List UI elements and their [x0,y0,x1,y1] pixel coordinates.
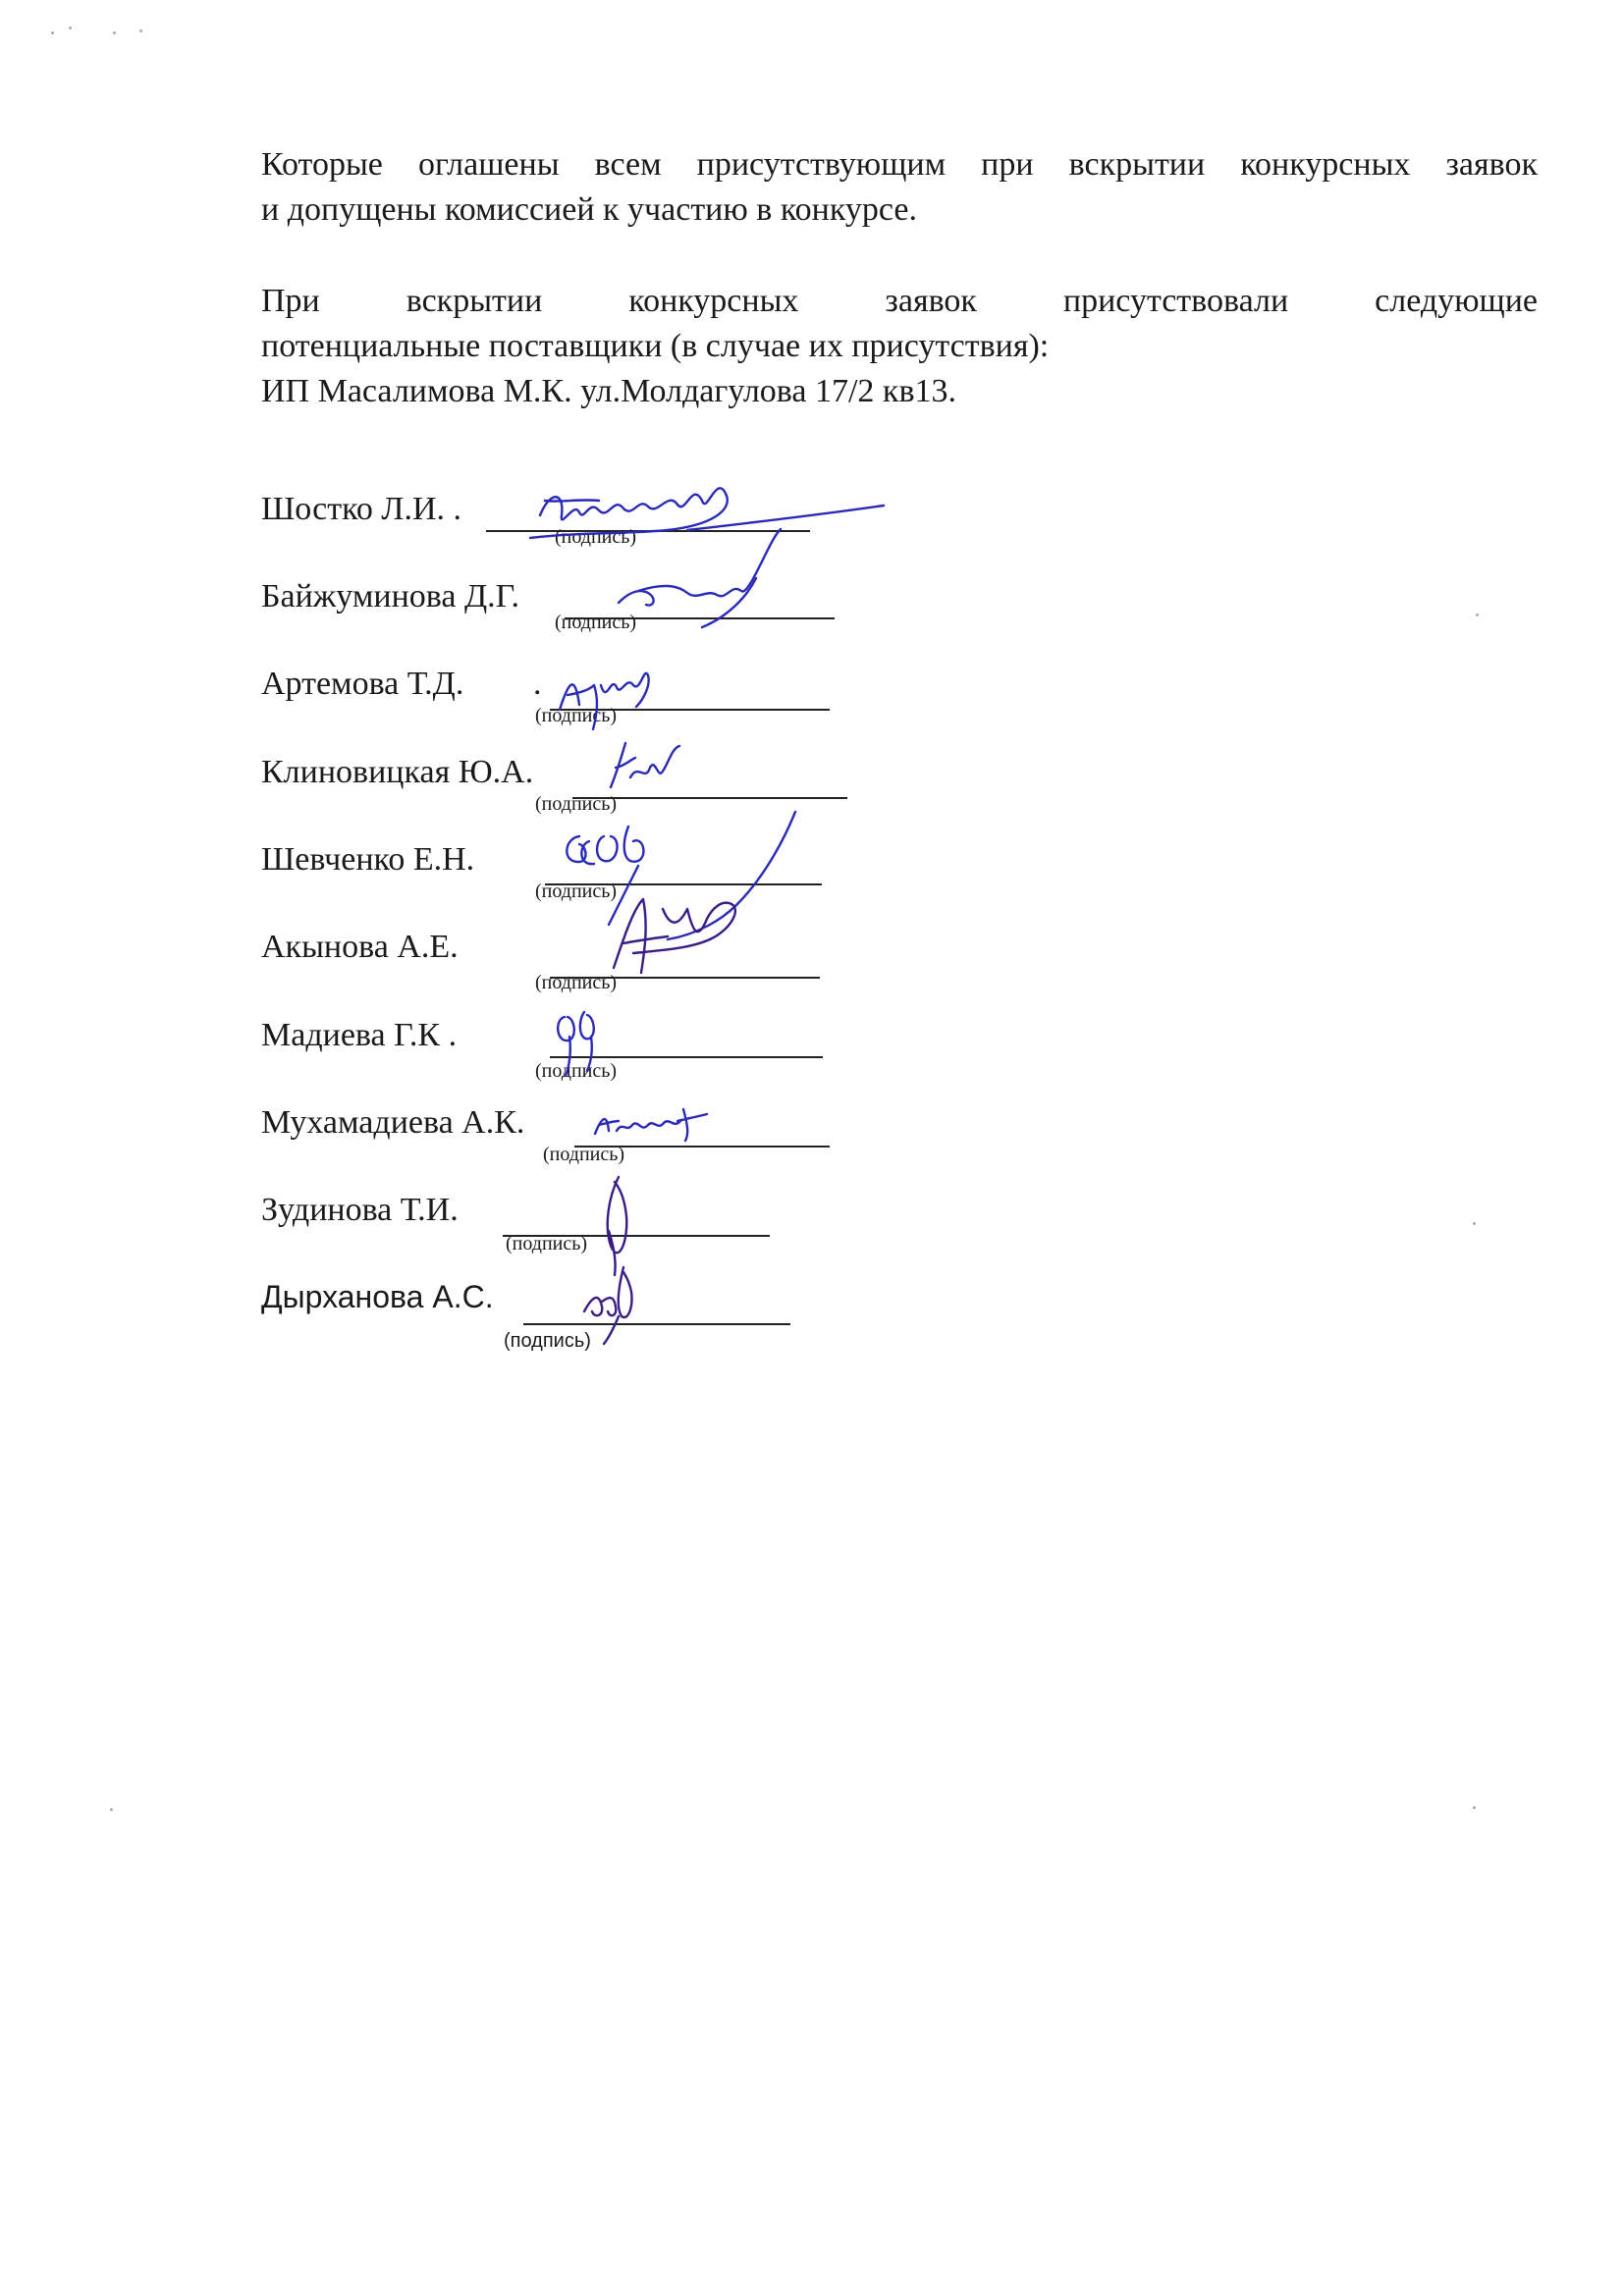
scan-speck [110,1808,113,1811]
handwritten-signature [550,646,668,734]
attendees-line-2: потенциальные поставщики (в случае их присутствия): [261,328,1050,364]
signature-caption: (подпись) [535,972,618,993]
signature-caption: (подпись) [555,612,637,633]
signature-caption: (подпись) [543,1144,625,1165]
signature-row [0,1279,1624,1358]
scan-speck [69,27,72,29]
handwritten-signature [609,524,805,632]
attendees-line-1: При вскрытии конкурсных заявок присутствовали следующие [261,283,1538,319]
scan-speck [1473,1806,1476,1809]
signature-row [0,1192,1624,1270]
signatory-name: Мухамадиева А.К. [261,1104,525,1141]
handwritten-signature [574,1257,653,1346]
handwritten-signature [550,997,638,1086]
signature-caption: (подпись) [506,1233,588,1255]
handwritten-signature [601,738,709,797]
signatory-name: Акынова А.Е. [261,929,459,965]
signature-caption: (подпись) [535,881,618,902]
signatory-name: Шевченко Е.Н. [261,841,475,878]
signature-caption: (подпись) [535,793,618,815]
signatory-name: Клиновицкая Ю.А. [261,754,534,790]
signature-row [0,841,1624,920]
signature-row [0,1104,1624,1183]
scan-speck [51,31,54,34]
signature-row [0,666,1624,744]
attendees-paragraph [261,279,1538,414]
signature-row [0,1017,1624,1095]
signature-row [0,578,1624,657]
signatory-name: Артемова Т.Д. [261,666,464,702]
signatory-name: Байжуминова Д.Г. [261,578,519,614]
signature-caption: (подпись) [555,526,637,548]
intro-line-1: Которые оглашены всем присутствующим при вскрытии конкурсных заявок [261,146,1538,183]
scan-speck [139,29,142,32]
signatory-name: Зудинова Т.И. [261,1192,459,1228]
signatory-name: Дырханова А.С. [261,1279,494,1314]
signature-caption: (подпись) [535,705,618,726]
handwritten-signature [594,880,761,988]
dot-mark: . [533,666,542,702]
signature-row [0,491,1624,569]
signature-line [523,1323,790,1325]
scan-speck [113,31,116,34]
signature-row [0,929,1624,1007]
handwritten-signature [587,1099,715,1148]
intro-line-2: и допущены комиссией к участию в конкурсе. [261,191,917,228]
signatory-name: Мадиева Г.К . [261,1017,458,1053]
signature-caption: (подпись) [535,1060,618,1082]
signature-caption: (подпись) [504,1330,591,1352]
supplier-line: ИП Масалимова М.К. ул.Молдагулова 17/2 кв13. [261,373,957,409]
signatory-name: Шостко Л.И. . [261,491,461,527]
intro-paragraph [261,142,1538,233]
